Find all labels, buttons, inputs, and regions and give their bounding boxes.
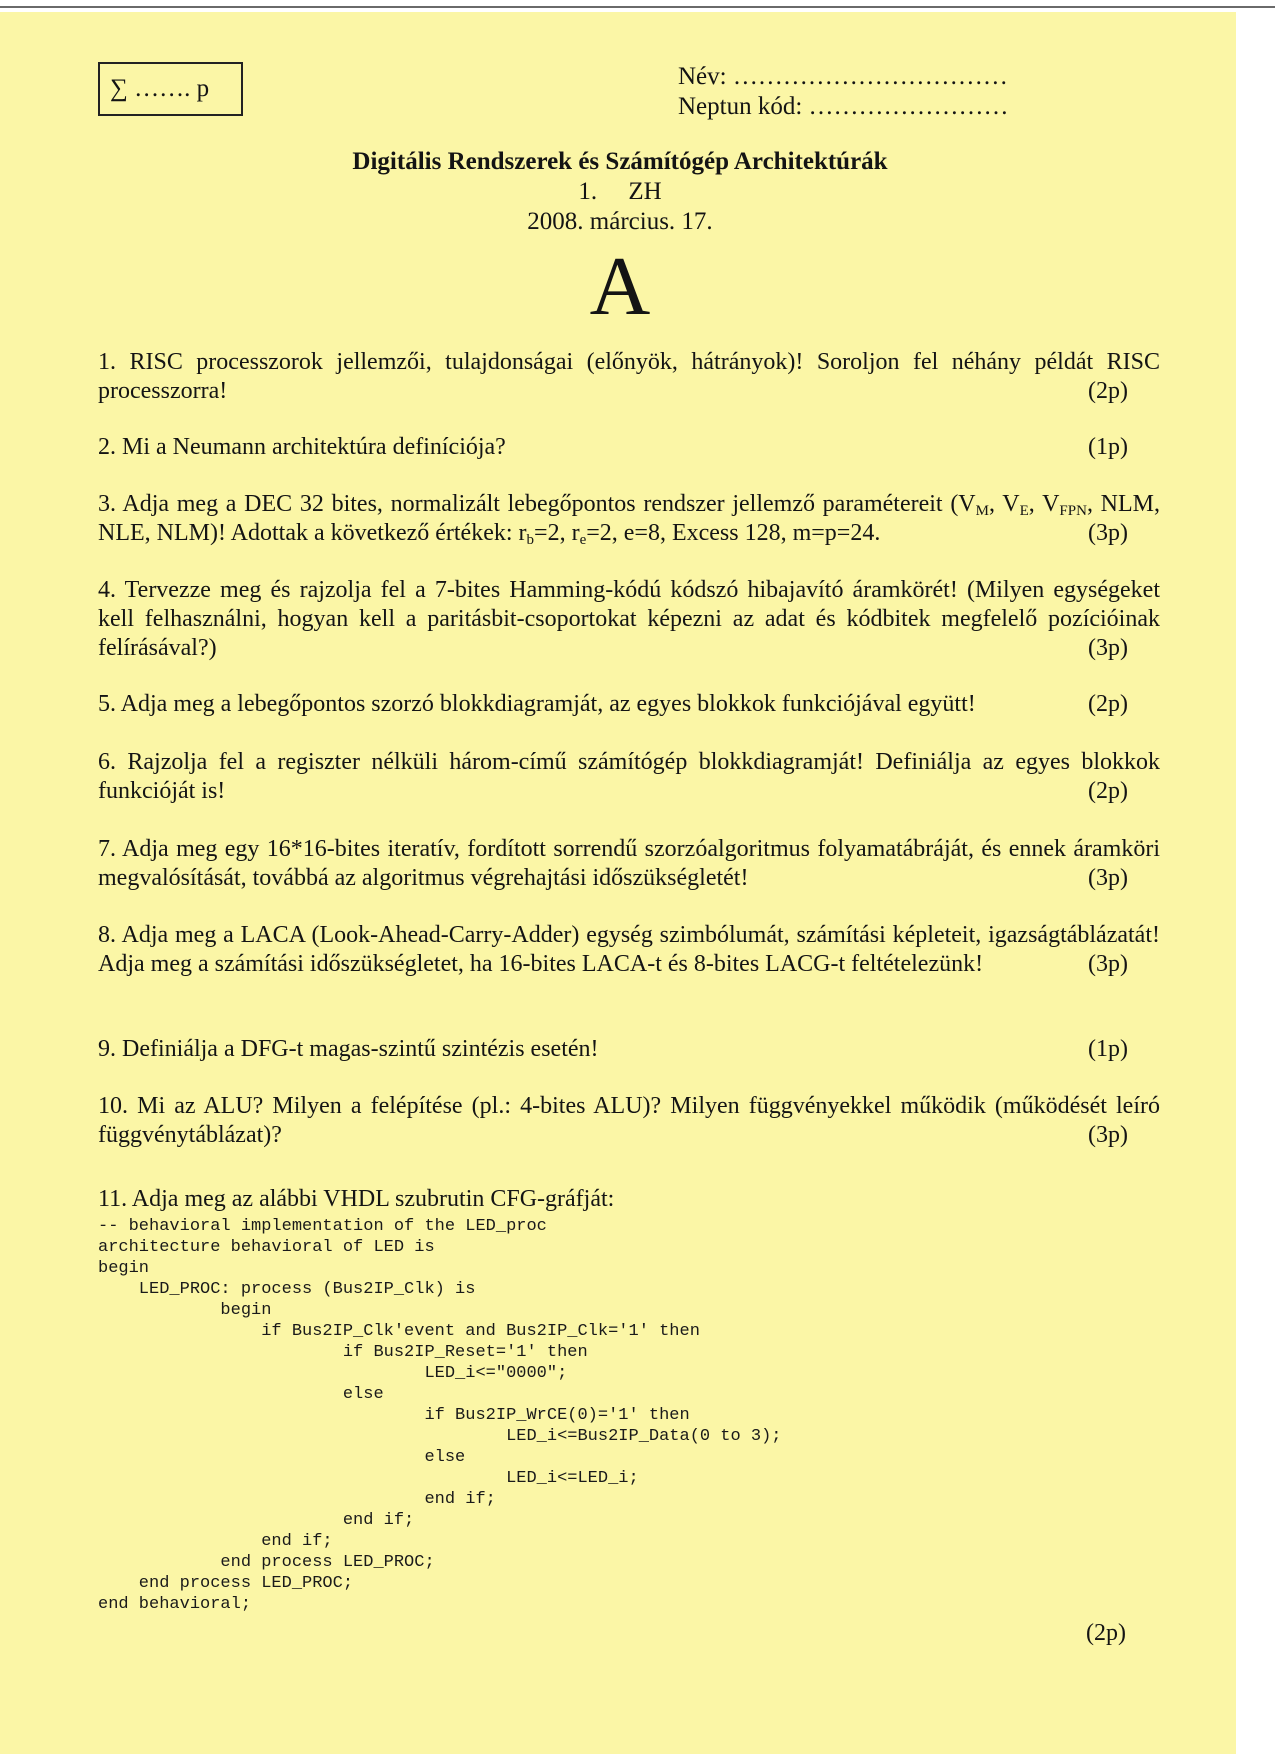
question-text: , V [1028,491,1060,517]
question-4 [98,576,1160,663]
question-text: , V [988,491,1020,517]
question-text: 4. Tervezze meg és rajzolja fel a 7-bites Hamming-kódú kódszó hibajavító áramkörét! (Milyen egységeket kell felhasználni, hogyan kell a paritásbit-csoportokat képezni az adat és kódbitek megfelelő pozícióinak felírásával?) [98,577,1160,661]
question-1 [98,348,1160,406]
student-info [678,62,1009,122]
question-points: (2p) [1088,378,1128,404]
question-points: (3p) [1088,1122,1128,1148]
question-points: (1p) [1088,1036,1128,1062]
question-points: (2p) [1088,778,1128,804]
question-text: 8. Adja meg a LACA (Look-Ahead-Carry-Adder) egység szimbólumát, számítási képleteit, igazságtáblázatát! Adja meg a számítási időszükségletet, ha 16-bites LACA-t és 8-bites LACG-t feltételezünk! [98,922,1160,977]
subscript: M [975,503,989,519]
question-text: 3. Adja meg a DEC 32 bites, normalizált lebegőpontos rendszer jellemző paramétereit (V [98,491,976,517]
question-9 [98,1035,1160,1064]
question-text: 10. Mi az ALU? Milyen a felépítése (pl.: 4-bites ALU)? Milyen függvényekkel működik (működését leíró függvénytáblázat)? [98,1093,1160,1148]
score-box: ∑ ……. p [98,62,243,116]
question-5 [98,690,1160,719]
question-text: =2, r [534,520,580,546]
subscript: FPN [1059,503,1087,519]
exam-date: 2008. március. 17. [527,208,713,235]
question-11-points: (2p) [1086,1620,1126,1646]
question-text: 7. Adja meg egy 16*16-bites iteratív, fordított sorrendű szorzóalgoritmus folyamatábráját, és ennek áramköri megvalósítását, továbbá az algoritmus végrehajtási időszükségletét! [98,836,1160,891]
question-points: (2p) [1088,691,1128,717]
name-field: Név: …………………………… [678,63,1008,90]
scan-edge-line [0,6,1275,8]
question-points: (3p) [1088,865,1128,891]
question-10 [98,1092,1160,1150]
question-text: , NLM, NLE, NLM)! Adottak a következő értékek: r [98,491,1160,546]
question-text: =2, e=8, Excess 128, m=p=24. [586,520,881,546]
question-text: 5. Adja meg a lebegőpontos szorzó blokkdiagramját, az egyes blokkok funkciójával együtt! [98,691,976,717]
question-points: (3p) [1088,951,1128,977]
question-text: 2. Mi a Neumann architektúra definíciója? [98,434,506,460]
exam-variant: A [589,240,651,333]
question-11 [98,1185,1160,1214]
question-text: 11. Adja meg az alábbi VHDL szubrutin CFG-gráfját: [98,1186,615,1212]
question-points: (1p) [1088,434,1128,460]
neptun-code-field: Neptun kód: …………………… [678,93,1009,120]
question-points: (3p) [1088,635,1128,661]
question-text: 6. Rajzolja fel a regiszter nélküli három-című számítógép blokkdiagramját! Definiálja az egyes blokkok funkcióját is! [98,749,1160,804]
subscript: E [1019,503,1029,519]
question-text: 9. Definiálja a DFG-t magas-szintű szintézis esetén! [98,1036,599,1062]
question-7 [98,835,1160,893]
question-6 [98,748,1160,806]
question-text: 1. RISC processzorok jellemzői, tulajdonságai (előnyök, hátrányok)! Soroljon fel néhány példát RISC processzorra! [98,349,1160,404]
vhdl-code-block: -- behavioral implementation of the LED_proc architecture behavioral of LED is begin LED_PROC: process (Bus2IP_Clk) is begin if Bus2IP_Clk'event and Bus2IP_Clk='1' then if Bus2IP_Reset='1' then LED_i<="0000"; else if Bus2IP_WrCE(0)='1' then LED_i<=Bus2IP_Data(0 to 3); else LED_i<=LED_i; end if; end if; end if; end process LED_PROC; end process LED_PROC; end behavioral; [98,1217,782,1614]
question-3 [98,490,1160,548]
question-points: (3p) [1088,520,1128,546]
question-8 [98,921,1160,979]
exam-label: 1. ZH [578,178,662,205]
course-title: Digitális Rendszerek és Számítógép Architektúrák [352,148,888,175]
subscript: b [526,532,535,548]
question-2 [98,433,1160,462]
subscript: e [579,532,587,548]
